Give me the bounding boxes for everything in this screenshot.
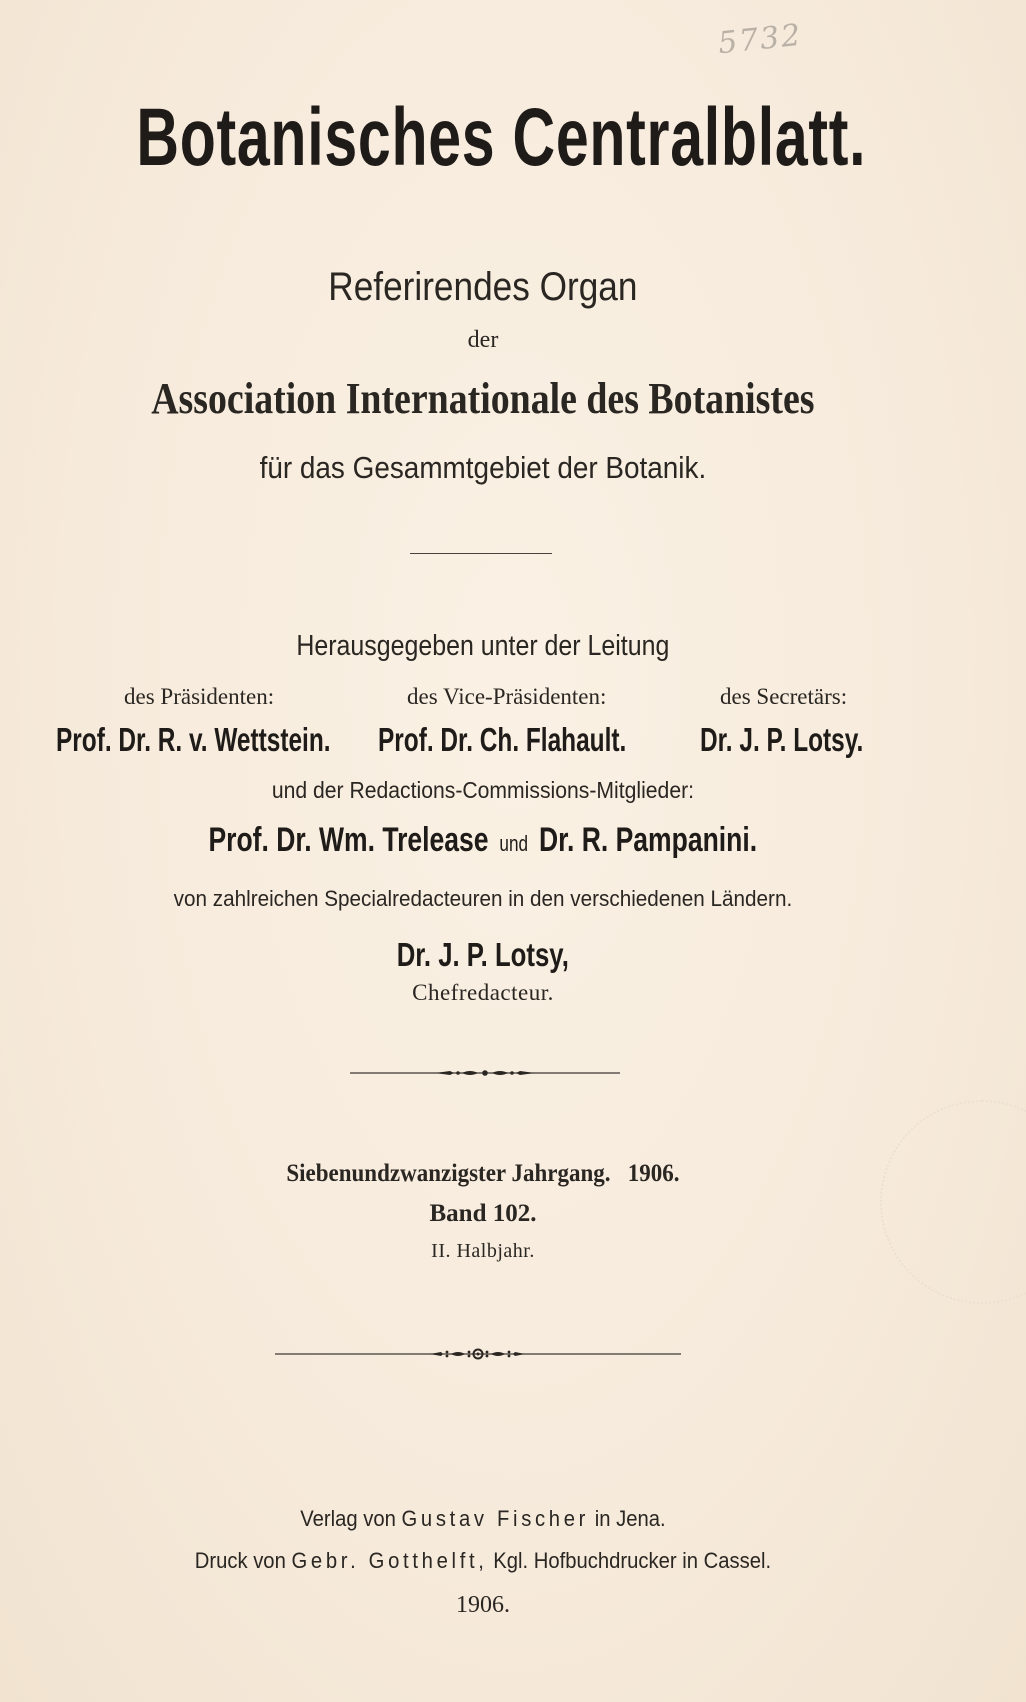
- connector-der: der: [467, 327, 499, 353]
- publisher-prefix: Verlag von: [300, 1506, 396, 1531]
- commission-member-pampanini: Dr. R. Pampanini.: [538, 821, 758, 859]
- faded-library-stamp: [880, 1100, 1026, 1304]
- commission-member-trelease: Prof. Dr. Wm. Trelease: [208, 821, 489, 859]
- chief-editor-name: Dr. J. P. Lotsy,: [396, 936, 569, 973]
- band-number: Band 102.: [429, 1200, 537, 1227]
- publisher-line: [11, 1504, 955, 1534]
- role-secretary: des Secretärs:: [720, 684, 848, 709]
- journal-title: Botanisches Centralblatt.: [136, 92, 867, 183]
- commission-joiner: und: [499, 831, 529, 856]
- special-editors-line: von zahlreichen Specialredacteuren in den verschiedenen Ländern.: [173, 886, 793, 911]
- jahrgang-label: Siebenundzwanzigster Jahrgang.: [286, 1160, 611, 1187]
- chief-editor-title: Chefredacteur.: [412, 980, 554, 1005]
- association-name: Association Internationale des Botanistes: [151, 374, 815, 423]
- short-divider: [410, 553, 552, 554]
- name-vice-president: Prof. Dr. Ch. Flahault.: [378, 721, 627, 758]
- publisher-name: Gustav Fischer: [401, 1506, 590, 1531]
- commission-members: [83, 818, 883, 866]
- name-secretary: Dr. J. P. Lotsy.: [700, 721, 864, 758]
- roles-row: [0, 682, 1026, 712]
- role-president: des Präsidenten:: [124, 684, 275, 709]
- names-row: [0, 718, 1026, 762]
- printer-line: [11, 1546, 955, 1576]
- role-vice-president: des Vice-Präsidenten:: [407, 684, 607, 709]
- scope-line: für das Gesammtgebiet der Botanik.: [259, 450, 707, 485]
- editorial-heading: Herausgegeben unter der Leitung: [296, 630, 670, 662]
- printer-suffix: Kgl. Hofbuchdrucker in Cassel.: [493, 1548, 772, 1573]
- imprint-year: 1906.: [456, 1592, 510, 1618]
- printer-name: Gebr. Gotthelft,: [291, 1548, 488, 1573]
- publisher-suffix: in Jena.: [594, 1506, 666, 1531]
- name-president: Prof. Dr. R. v. Wettstein.: [56, 721, 331, 758]
- volume-year: 1906.: [627, 1160, 680, 1187]
- subtitle: Referirendes Organ: [328, 265, 638, 309]
- volume-year-line: [11, 1158, 955, 1190]
- handwritten-shelfmark: 5732: [716, 17, 804, 62]
- printer-prefix: Druck von: [194, 1548, 286, 1573]
- ornamental-divider-2: [275, 1346, 681, 1362]
- commission-heading: und der Redactions-Commissions-Mitglieder:: [271, 777, 695, 803]
- half-year: II. Halbjahr.: [431, 1240, 535, 1262]
- ornamental-divider-1: [350, 1065, 620, 1081]
